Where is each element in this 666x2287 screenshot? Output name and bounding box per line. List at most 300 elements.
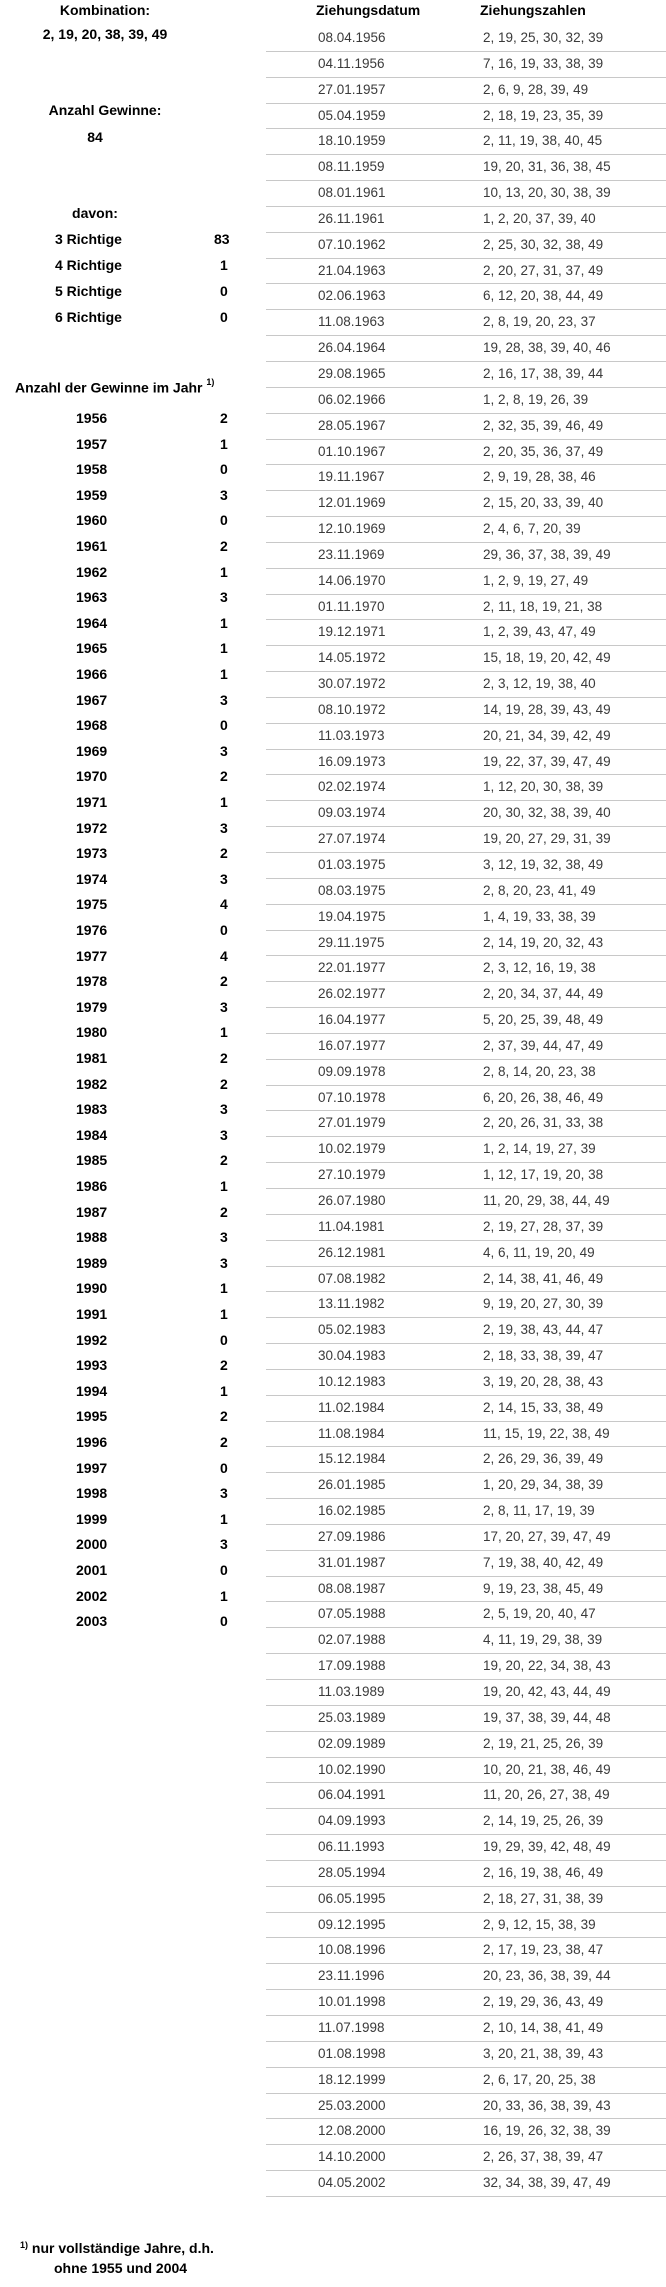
year-value: 1975	[76, 896, 108, 913]
draw-numbers: 2, 18, 27, 31, 38, 39	[483, 1890, 604, 1906]
table-row	[266, 1835, 666, 1861]
year-count: 2	[220, 973, 228, 990]
year-count: 3	[220, 1101, 228, 1118]
table-row	[266, 491, 666, 517]
draw-numbers: 1, 2, 8, 19, 26, 39	[483, 391, 589, 407]
table-row	[266, 1163, 666, 1189]
table-row	[266, 905, 666, 931]
draw-numbers: 19, 20, 31, 36, 38, 45	[483, 159, 611, 175]
year-value: 1960	[76, 512, 108, 529]
year-count: 2	[220, 1357, 228, 1374]
draw-numbers: 6, 12, 20, 38, 44, 49	[483, 288, 604, 304]
year-count: 2	[220, 1408, 228, 1425]
year-value: 2003	[76, 1613, 108, 1630]
table-row	[266, 1551, 666, 1577]
table-row	[266, 1473, 666, 1499]
table-row	[266, 1034, 666, 1060]
draw-date: 12.08.2000	[318, 2123, 386, 2139]
draw-date: 09.09.1978	[318, 1063, 386, 1079]
draw-date: 26.01.1985	[318, 1477, 386, 1493]
year-count: 3	[220, 819, 228, 836]
of-which-label: davon:	[72, 205, 118, 221]
table-row	[266, 1654, 666, 1680]
draw-numbers: 5, 20, 25, 39, 48, 49	[483, 1012, 604, 1028]
year-row	[0, 1408, 260, 1428]
draw-date: 26.02.1977	[318, 986, 386, 1002]
year-row	[0, 1076, 260, 1096]
draw-date: 19.04.1975	[318, 908, 386, 924]
draw-date: 15.12.1984	[318, 1451, 386, 1467]
draw-date: 26.12.1981	[318, 1244, 386, 1260]
draw-numbers: 2, 3, 12, 16, 19, 38	[483, 960, 596, 976]
draw-date: 01.03.1975	[318, 857, 386, 872]
table-row	[266, 2016, 666, 2042]
draw-date: 23.11.1996	[318, 1968, 385, 1984]
year-count: 1	[220, 794, 228, 810]
year-value: 1970	[76, 768, 108, 785]
year-row	[0, 538, 260, 558]
draw-numbers: 19, 37, 38, 39, 44, 48	[483, 1709, 611, 1725]
draw-date: 26.04.1964	[318, 340, 386, 356]
year-count: 3	[220, 1254, 228, 1271]
draw-numbers: 2, 15, 20, 33, 39, 40	[483, 495, 604, 511]
draw-date: 29.11.1975	[318, 934, 385, 950]
draw-numbers: 7, 19, 38, 40, 42, 49	[483, 1554, 604, 1570]
draw-date: 08.04.1956	[318, 30, 386, 45]
year-value: 1973	[76, 845, 108, 862]
draw-date: 16.02.1985	[318, 1503, 386, 1519]
year-row	[0, 896, 260, 916]
table-row	[266, 1525, 666, 1551]
table-row	[266, 207, 666, 233]
year-count: 1	[220, 640, 228, 657]
draw-numbers: 19, 29, 39, 42, 48, 49	[483, 1839, 611, 1855]
table-row	[266, 233, 666, 259]
year-count: 1	[220, 1306, 228, 1322]
table-row	[266, 569, 666, 595]
year-row	[0, 1306, 260, 1326]
draw-numbers: 19, 20, 22, 34, 38, 43	[483, 1658, 611, 1674]
draw-numbers: 32, 34, 38, 39, 47, 49	[483, 2175, 611, 2191]
draw-date: 27.10.1979	[318, 1167, 386, 1183]
footnote-line-1	[20, 2238, 214, 2258]
year-row	[0, 922, 260, 942]
draw-date: 12.01.1969	[318, 495, 386, 511]
year-value: 1965	[76, 640, 108, 657]
draw-numbers: 2, 16, 17, 38, 39, 44	[483, 365, 604, 381]
draw-numbers: 1, 2, 20, 37, 39, 40	[483, 210, 596, 226]
table-row	[266, 310, 666, 336]
year-row	[0, 1101, 260, 1121]
year-row	[0, 743, 260, 763]
draw-date: 11.08.1984	[318, 1425, 385, 1441]
year-value: 1963	[76, 589, 108, 606]
year-value: 1991	[76, 1306, 108, 1322]
draw-numbers: 29, 36, 37, 38, 39, 49	[483, 546, 611, 562]
breakdown-count: 83	[214, 231, 230, 247]
draw-numbers: 2, 6, 9, 28, 39, 49	[483, 81, 589, 97]
table-row	[266, 1292, 666, 1318]
table-row	[266, 1990, 666, 2016]
draw-date: 26.07.1980	[318, 1192, 386, 1208]
year-row	[0, 1280, 260, 1300]
table-row	[266, 1267, 666, 1293]
year-value: 2001	[76, 1562, 108, 1578]
draw-numbers: 2, 10, 14, 38, 41, 49	[483, 2019, 604, 2035]
draw-date: 10.02.1979	[318, 1141, 386, 1157]
year-count: 0	[220, 1562, 228, 1578]
table-row	[266, 1499, 666, 1525]
draw-date: 28.05.1994	[318, 1864, 386, 1880]
year-count: 2	[220, 1050, 228, 1066]
year-value: 1966	[76, 666, 108, 682]
year-value: 1992	[76, 1331, 108, 1348]
year-row	[0, 615, 260, 635]
year-count: 1	[220, 1382, 228, 1399]
draw-date: 21.04.1963	[318, 262, 386, 278]
year-row	[0, 1511, 260, 1531]
draw-numbers: 2, 18, 19, 23, 35, 39	[483, 107, 604, 123]
draw-date: 14.05.1972	[318, 650, 386, 666]
year-count: 4	[220, 896, 228, 913]
draw-numbers: 14, 19, 28, 39, 43, 49	[483, 701, 611, 717]
draw-date: 18.10.1959	[318, 133, 386, 149]
draw-numbers: 2, 11, 19, 38, 40, 45	[483, 133, 603, 149]
table-row	[266, 1861, 666, 1887]
draw-numbers: 19, 28, 38, 39, 40, 46	[483, 340, 611, 356]
draw-numbers: 2, 6, 17, 20, 25, 38	[483, 2071, 596, 2087]
draw-date: 27.01.1957	[318, 81, 386, 97]
draw-numbers: 2, 8, 19, 20, 23, 37	[483, 314, 596, 330]
year-row	[0, 1357, 260, 1377]
year-count: 1	[220, 435, 228, 452]
footnote-mark: 1)	[20, 2240, 29, 2250]
table-row	[266, 672, 666, 698]
year-row	[0, 1050, 260, 1070]
footnote	[20, 2238, 214, 2278]
year-value: 1990	[76, 1280, 108, 1297]
wins-label: Anzahl Gewinne:	[48, 102, 162, 118]
table-row	[266, 595, 666, 621]
table-row	[266, 1628, 666, 1654]
draw-numbers: 3, 20, 21, 38, 39, 43	[483, 2045, 604, 2061]
draw-numbers: 1, 2, 9, 19, 27, 49	[483, 572, 589, 588]
draw-numbers: 11, 20, 29, 38, 44, 49	[483, 1192, 610, 1208]
breakdown-label: 3 Richtige	[55, 231, 122, 247]
table-row	[266, 2094, 666, 2120]
draw-numbers: 20, 21, 34, 39, 42, 49	[483, 727, 611, 743]
table-row	[266, 1344, 666, 1370]
draw-numbers: 2, 17, 19, 23, 38, 47	[483, 1942, 604, 1958]
draw-numbers: 2, 11, 18, 19, 21, 38	[483, 598, 603, 614]
table-row	[266, 155, 666, 181]
draw-date: 27.01.1979	[318, 1115, 386, 1131]
draw-date: 01.08.1998	[318, 2045, 386, 2061]
year-value: 1956	[76, 410, 108, 426]
draw-date: 08.10.1972	[318, 701, 386, 717]
year-count: 2	[220, 1203, 228, 1220]
draw-date: 26.11.1961	[318, 210, 385, 226]
year-value: 1995	[76, 1408, 108, 1425]
table-row	[266, 543, 666, 569]
draw-numbers: 17, 20, 27, 39, 47, 49	[483, 1528, 611, 1544]
year-value: 1959	[76, 486, 108, 503]
year-value: 2002	[76, 1587, 108, 1604]
draw-date: 10.12.1983	[318, 1373, 386, 1389]
table-row	[266, 336, 666, 362]
year-count: 2	[220, 1434, 228, 1450]
draw-date: 04.05.2002	[318, 2175, 386, 2191]
year-row	[0, 948, 260, 968]
year-value: 1984	[76, 1126, 108, 1143]
year-row	[0, 692, 260, 712]
draw-date: 09.03.1974	[318, 805, 386, 821]
year-value: 1969	[76, 742, 108, 759]
year-value: 1980	[76, 1024, 108, 1041]
draw-numbers: 2, 9, 19, 28, 38, 46	[483, 469, 596, 485]
year-value: 1981	[76, 1050, 108, 1066]
table-row	[266, 1887, 666, 1913]
draw-date: 08.01.1961	[318, 185, 386, 201]
draw-date: 10.02.1990	[318, 1761, 386, 1777]
year-count: 1	[220, 1024, 228, 1041]
table-row	[266, 1060, 666, 1086]
table-row	[266, 440, 666, 466]
draw-date: 06.05.1995	[318, 1890, 386, 1906]
table-row	[266, 1602, 666, 1628]
draw-numbers: 19, 20, 27, 29, 31, 39	[483, 831, 611, 847]
table-row	[266, 1189, 666, 1215]
draw-date: 10.08.1996	[318, 1942, 386, 1958]
year-row	[0, 768, 260, 788]
year-row	[0, 1127, 260, 1147]
draw-date: 05.02.1983	[318, 1322, 386, 1338]
draw-numbers: 2, 37, 39, 44, 47, 49	[483, 1037, 604, 1053]
draw-date: 12.10.1969	[318, 521, 386, 537]
table-row	[266, 1241, 666, 1267]
year-count: 0	[220, 1613, 228, 1630]
per-year-footnote-mark: 1)	[206, 377, 215, 387]
draw-numbers: 1, 20, 29, 34, 38, 39	[483, 1477, 604, 1493]
draw-date: 27.07.1974	[318, 831, 386, 847]
year-count: 3	[220, 1485, 228, 1502]
draw-date: 25.03.1989	[318, 1709, 386, 1725]
year-count: 2	[220, 768, 228, 785]
draw-date: 08.03.1975	[318, 882, 386, 898]
year-value: 1987	[76, 1203, 108, 1220]
column-header-date: Ziehungsdatum	[316, 2, 421, 18]
year-value: 1998	[76, 1485, 108, 1502]
draw-numbers: 9, 19, 20, 27, 30, 39	[483, 1296, 604, 1312]
breakdown-label: 6 Richtige	[55, 309, 122, 325]
draw-numbers: 16, 19, 26, 32, 38, 39	[483, 2123, 611, 2139]
table-row	[266, 775, 666, 801]
year-row	[0, 794, 260, 814]
year-count: 1	[220, 666, 228, 682]
table-row	[266, 1111, 666, 1137]
breakdown-count: 0	[220, 283, 228, 299]
draw-numbers: 2, 20, 35, 36, 37, 49	[483, 443, 604, 459]
draw-date: 02.02.1974	[318, 779, 386, 795]
draw-date: 25.03.2000	[318, 2097, 386, 2113]
draw-date: 08.11.1959	[318, 159, 385, 175]
table-row	[266, 982, 666, 1008]
draw-numbers: 2, 25, 30, 32, 38, 49	[483, 236, 604, 252]
draw-numbers: 10, 13, 20, 30, 38, 39	[483, 185, 611, 201]
year-count: 1	[220, 614, 228, 631]
year-row	[0, 717, 260, 737]
table-row	[266, 931, 666, 957]
draw-numbers: 2, 19, 21, 25, 26, 39	[483, 1735, 604, 1751]
table-row	[266, 517, 666, 543]
draw-numbers: 9, 19, 23, 38, 45, 49	[483, 1580, 604, 1596]
table-row	[266, 698, 666, 724]
year-count: 1	[220, 563, 228, 580]
table-row	[266, 1370, 666, 1396]
year-row	[0, 512, 260, 532]
combination-value: 2, 19, 20, 38, 39, 49	[42, 26, 168, 42]
draw-date: 05.04.1959	[318, 107, 386, 123]
draw-numbers: 2, 5, 19, 20, 40, 47	[483, 1606, 596, 1622]
draw-numbers: 20, 23, 36, 38, 39, 44	[483, 1968, 611, 1984]
year-count: 2	[220, 1152, 228, 1169]
draw-numbers: 3, 19, 20, 28, 38, 43	[483, 1373, 604, 1389]
year-row	[0, 1229, 260, 1249]
draw-numbers: 1, 4, 19, 33, 38, 39	[483, 908, 596, 924]
draw-numbers: 20, 33, 36, 38, 39, 43	[483, 2097, 611, 2113]
draw-date: 29.08.1965	[318, 365, 386, 381]
year-row	[0, 973, 260, 993]
draw-numbers: 2, 14, 19, 20, 32, 43	[483, 934, 604, 950]
draw-numbers: 2, 8, 11, 17, 19, 39	[483, 1503, 595, 1519]
year-value: 1972	[76, 819, 108, 836]
table-row	[266, 1680, 666, 1706]
year-row	[0, 1152, 260, 1172]
year-count: 3	[220, 691, 228, 708]
column-header-numbers: Ziehungszahlen	[480, 2, 586, 18]
table-row	[266, 2068, 666, 2094]
table-row	[266, 259, 666, 285]
draw-numbers: 11, 15, 19, 22, 38, 49	[483, 1425, 610, 1441]
draw-date: 02.07.1988	[318, 1632, 386, 1648]
year-row	[0, 845, 260, 865]
year-count: 0	[220, 461, 228, 478]
draw-date: 02.09.1989	[318, 1735, 386, 1751]
year-count: 2	[220, 410, 228, 426]
draw-numbers: 19, 22, 37, 39, 47, 49	[483, 753, 611, 769]
year-row	[0, 1178, 260, 1198]
draw-date: 13.11.1982	[318, 1296, 385, 1312]
year-row	[0, 666, 260, 686]
breakdown-label: 5 Richtige	[55, 283, 122, 299]
draw-numbers: 1, 2, 39, 43, 47, 49	[483, 624, 596, 640]
draw-date: 31.01.1987	[318, 1554, 386, 1570]
draw-date: 11.03.1973	[318, 727, 385, 743]
draw-date: 16.09.1973	[318, 753, 386, 769]
table-row	[266, 801, 666, 827]
draw-date: 11.08.1963	[318, 314, 385, 330]
table-row	[266, 750, 666, 776]
draw-numbers: 2, 32, 35, 39, 46, 49	[483, 417, 604, 433]
table-row	[266, 388, 666, 414]
year-row	[0, 589, 260, 609]
year-value: 1989	[76, 1254, 108, 1271]
table-row	[266, 104, 666, 130]
table-row	[266, 2171, 666, 2197]
draw-date: 14.06.1970	[318, 572, 386, 588]
year-row	[0, 1024, 260, 1044]
draw-numbers: 2, 26, 29, 36, 39, 49	[483, 1451, 604, 1467]
table-row	[266, 465, 666, 491]
draw-date: 02.06.1963	[318, 288, 386, 304]
year-row	[0, 410, 260, 430]
year-row	[0, 1383, 260, 1403]
draw-date: 06.04.1991	[318, 1787, 386, 1803]
draw-date: 06.11.1993	[318, 1839, 385, 1855]
draw-numbers: 2, 19, 29, 36, 43, 49	[483, 1994, 604, 2010]
year-value: 1988	[76, 1229, 108, 1246]
draw-numbers: 2, 19, 27, 28, 37, 39	[483, 1218, 604, 1234]
year-value: 1958	[76, 461, 108, 478]
breakdown-label: 4 Richtige	[55, 257, 122, 273]
year-value: 1977	[76, 947, 108, 964]
year-value: 1964	[76, 614, 108, 631]
year-value: 1999	[76, 1510, 108, 1527]
draw-date: 28.05.1967	[318, 417, 386, 433]
year-value: 1996	[76, 1434, 108, 1450]
footnote-text-1: nur vollständige Jahre, d.h.	[31, 2240, 214, 2256]
draw-numbers: 4, 11, 19, 29, 38, 39	[483, 1632, 603, 1648]
year-count: 3	[220, 742, 228, 759]
year-row	[0, 820, 260, 840]
per-year-label: Anzahl der Gewinne im Jahr	[15, 379, 203, 396]
draw-numbers: 2, 3, 12, 19, 38, 40	[483, 676, 596, 692]
draw-date: 11.04.1981	[318, 1218, 385, 1234]
wins-value: 84	[87, 129, 103, 145]
year-count: 4	[220, 947, 228, 964]
year-count: 0	[220, 1331, 228, 1348]
year-row	[0, 436, 260, 456]
draw-date: 30.04.1983	[318, 1348, 386, 1364]
draw-date: 17.09.1988	[318, 1658, 386, 1674]
year-count: 3	[220, 1536, 228, 1553]
table-row	[266, 78, 666, 104]
year-row	[0, 1204, 260, 1224]
draw-numbers: 15, 18, 19, 20, 42, 49	[483, 650, 611, 666]
draw-date: 19.11.1967	[318, 469, 385, 485]
year-value: 1967	[76, 691, 108, 708]
table-row	[266, 1396, 666, 1422]
year-count: 3	[220, 486, 228, 503]
draw-numbers: 4, 6, 11, 19, 20, 49	[483, 1244, 595, 1260]
year-value: 1957	[76, 435, 108, 452]
year-value: 1971	[76, 794, 108, 810]
table-row	[266, 1758, 666, 1784]
year-value: 1968	[76, 717, 108, 734]
per-year-heading	[15, 379, 214, 396]
year-row	[0, 487, 260, 507]
draw-date: 14.10.2000	[318, 2149, 386, 2165]
year-count: 3	[220, 998, 228, 1015]
draw-date: 09.12.1995	[318, 1916, 386, 1932]
table-row	[266, 52, 666, 78]
year-value: 1978	[76, 973, 108, 990]
draw-numbers: 2, 16, 19, 38, 46, 49	[483, 1864, 604, 1880]
table-row	[266, 620, 666, 646]
draw-numbers: 1, 2, 14, 19, 27, 39	[483, 1141, 596, 1157]
table-row	[266, 879, 666, 905]
year-count: 3	[220, 589, 228, 606]
